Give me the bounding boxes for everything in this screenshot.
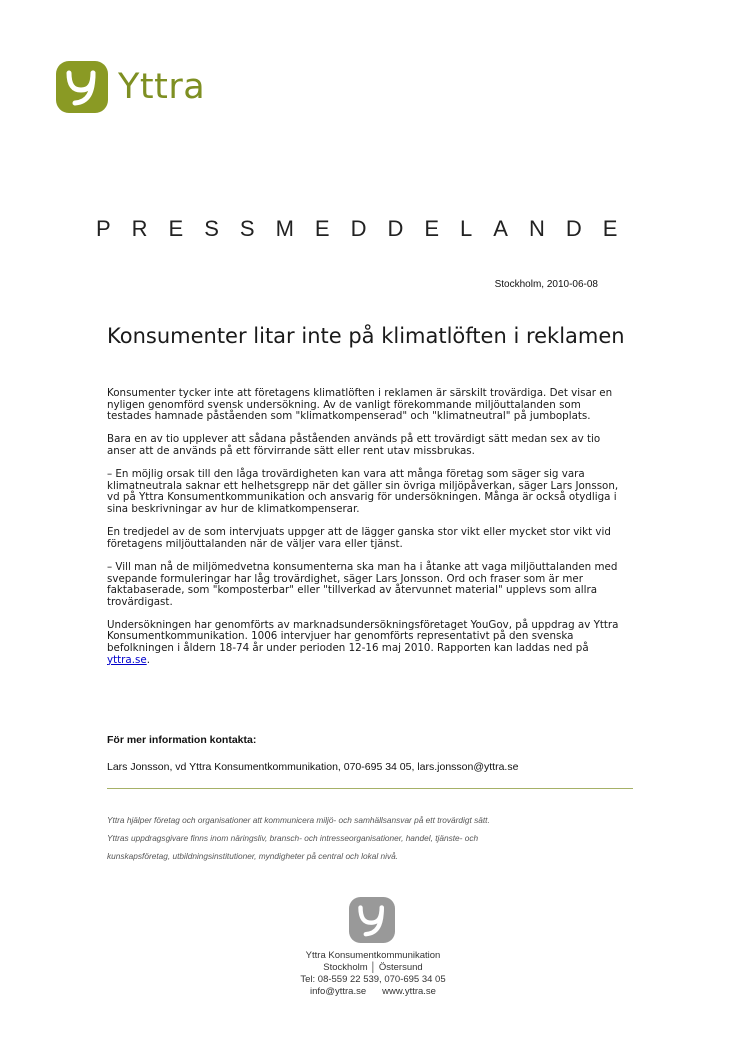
footer-phone: Tel: 08-559 22 539, 070-695 34 05 [300,974,446,985]
about-text [107,811,637,865]
brand-name: Yttra [118,66,206,107]
about-line: kunskapsföretag, utbildningsinstitutioner, myndigheter på central och lokal nivå. [107,851,399,861]
headline: Konsumenter litar inte på klimatlöften i reklamen [107,324,625,348]
about-line: Yttras uppdragsgivare finns inom näringsliv, bransch- och intresseorganisationer, handel, tjänste- och [107,833,479,843]
paragraph: En tredjedel av de som intervjuats uppger att de lägger ganska stor vikt eller mycket stor vikt vid företagens miljöuttalanden när de väljer vara eller tjänst. [107,526,611,550]
yttra-logo [56,61,205,113]
footer-cities: Stockholm │ Östersund [323,962,423,973]
paragraph-end: . [146,653,150,666]
footer-email[interactable]: info@yttra.se [310,986,367,997]
footer-web[interactable]: www.yttra.se [382,986,436,997]
yttra-y-logo-icon [349,897,395,943]
dateline: Stockholm, 2010-06-08 [494,279,598,290]
contact-heading: För mer information kontakta: [107,734,257,746]
paragraph: – En möjlig orsak till den låga trovärdigheten kan vara att många företag som säger sig vara klimatneutrala saknar ett helhetsgrepp när det gäller sin övriga miljöpåverkan, säger Lars Jonsson, vd på Yttra Konsumentkommunikation och ansvarig för undersökningen. Många är också otydliga i sina beskrivningar av hur de klimatkompenserar. [107,468,619,515]
about-line: Yttra hjälper företag och organisationer att kommunicera miljö- och samhällsansvar på ett trovärdigt sätt. [107,815,490,825]
document-type: PRESSMEDDELANDE [96,216,639,241]
paragraph: Konsumenter tycker inte att företagens klimatlöften i reklamen är särskilt trovärdiga. Det visar en nyligen genomförd svensk undersökning. Av de vanligt förekommande miljöuttalanden som testades hamnade påståenden som "klimatkompenserad" och "klimatneutral" på jumboplats. [107,387,613,423]
paragraph [107,620,627,666]
yttra-y-logo-icon [56,61,108,113]
footer-contact [0,986,746,998]
contact-line: Lars Jonsson, vd Yttra Konsumentkommunikation, 070-695 34 05, lars.jonsson@yttra.se [107,761,519,773]
divider [107,788,633,789]
footer [0,950,746,998]
paragraph-text: Undersökningen har genomförts av marknadsundersökningsföretaget YouGov, på uppdrag av Yttra Konsumentkommunikation. 1006 intervjuer har genomförts representativt på den svenska befolkningen i åldern 18-74 år under perioden 12-16 maj 2010. Rapporten kan laddas ned på [107,618,619,655]
paragraph: Bara en av tio upplever att sådana påståenden används på ett trovärdigt sätt medan sex av tio anser att de används på ett förvirrande sätt eller rent utav missbrukas. [107,433,601,457]
footer-company: Yttra Konsumentkommunikation [305,950,441,961]
report-link[interactable]: yttra.se [107,653,147,666]
article-body [107,388,627,678]
paragraph: – Vill man nå de miljömedvetna konsumenterna ska man ha i åtanke att vaga miljöuttalanden med svepande formuleringar har låg trovärdighet, säger Lars Jonsson. Ord och fraser som är mer faktabaserade, som "komposterbar" eller "tillverkad av återvunnet material" upplevs som allra trovärdigast. [107,560,618,608]
